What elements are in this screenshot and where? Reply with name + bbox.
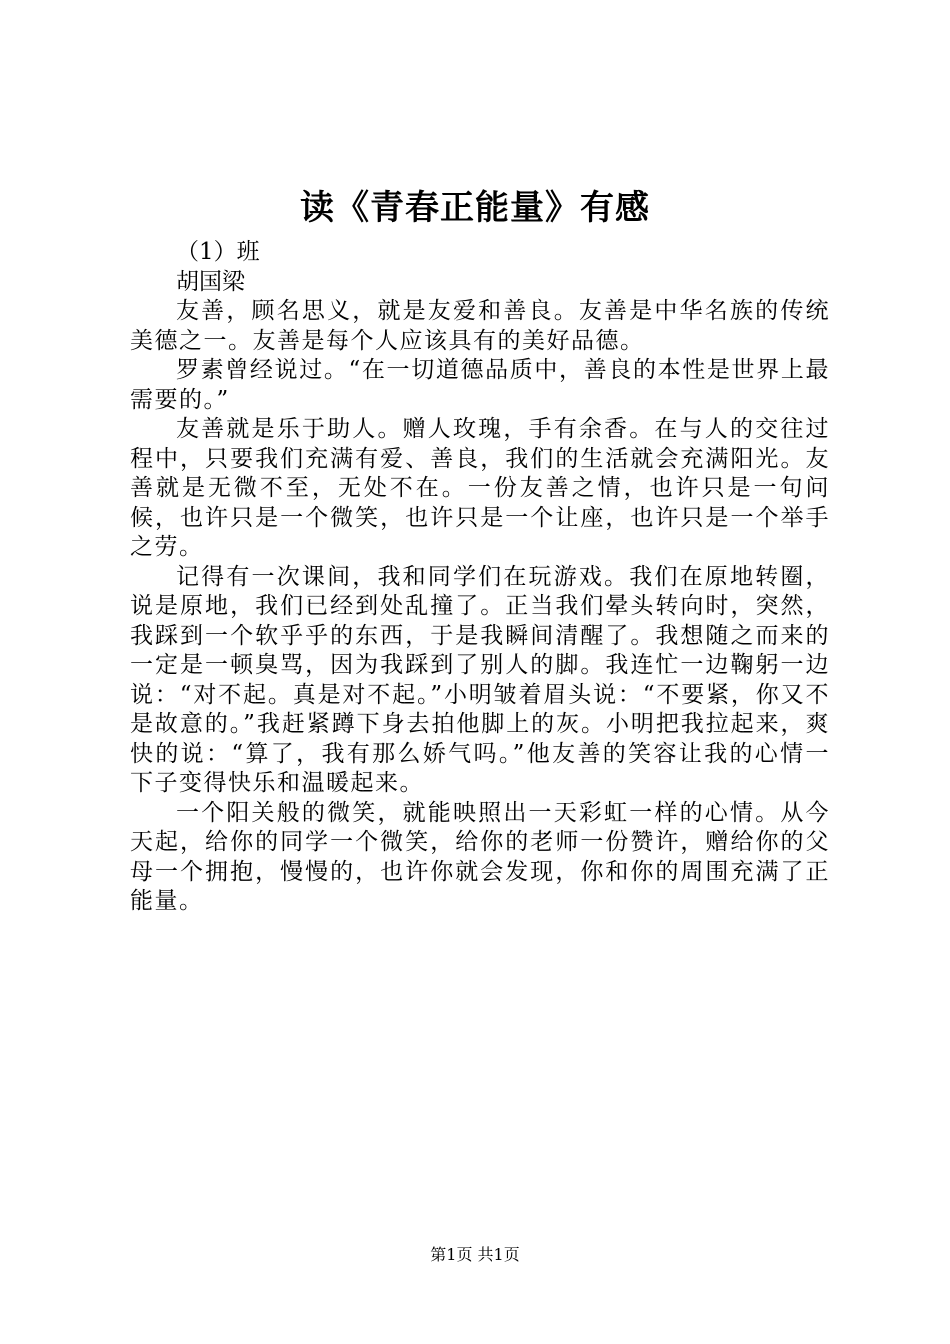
paragraph: 一个阳关般的微笑，就能映照出一天彩虹一样的心情。从今天起，给你的同学一个微笑，给你的老师一份赞许，赠给你的父母一个拥抱，慢慢的，也许你就会发现，你和你的周围充满了正能量。 [130,799,830,914]
class-line: （1）班 [176,239,260,265]
author-name: 胡国梁 [176,268,245,295]
paragraph: 记得有一次课间，我和同学们在玩游戏。我们在原地转圈，说是原地，我们已经到处乱撞了。正当我们晕头转向时，突然，我踩到一个软乎乎的东西，于是我瞬间清醒了。我想随之而来的一定是一顿臭骂，因为我踩到了别人的脚。我连忙一边鞠躬一边说：“对不起。真是对不起。”小明皱着眉头说：“不要紧，你又不是故意的。”我赶紧蹲下身去拍他脚上的灰。小明把我拉起来，爽快的说：“算了，我有那么娇气吗。”他友善的笑容让我的心情一下子变得快乐和温暖起来。 [130,563,830,796]
paragraph: 友善就是乐于助人。赠人玫瑰，手有余香。在与人的交往过程中，只要我们充满有爱、善良，我们的生活就会充满阳光。友善就是无微不至，无处不在。一份友善之情，也许只是一句问候，也许只是一个微笑，也许只是一个让座，也许只是一个举手之劳。 [130,416,830,560]
paragraph: 罗素曾经说过。“在一切道德品质中，善良的本性是世界上最需要的。” [130,357,830,413]
document-body [130,238,830,917]
document-title: 读《青春正能量》有感 [300,188,650,228]
paragraph: 友善，顾名思义，就是友爱和善良。友善是中华名族的传统美德之一。友善是每个人应该具有的美好品德。 [130,298,830,354]
page-footer: 第1页 共1页 [430,1245,520,1264]
